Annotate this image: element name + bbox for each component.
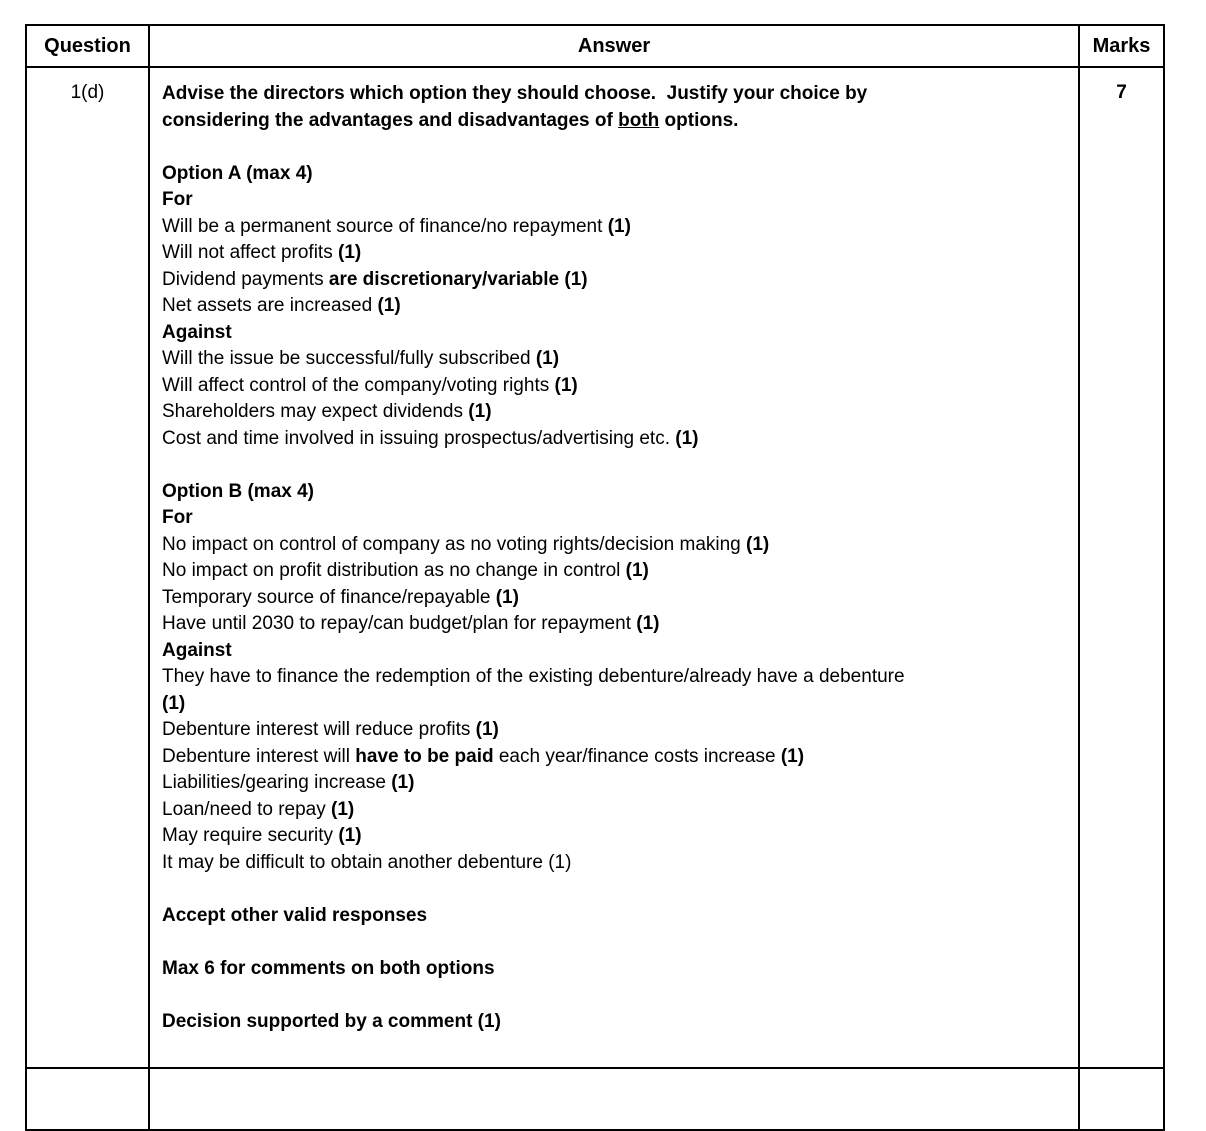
answer-line xyxy=(162,638,1066,665)
answer-text-segment: (1) xyxy=(780,745,805,767)
answer-line xyxy=(162,956,1066,983)
answer-text-segment: each year/finance costs increase xyxy=(493,745,781,767)
answer-text-segment: considering the advantages and disadvantages of xyxy=(162,109,619,131)
answer-text-segment: Will be a permanent source of finance/no repayment xyxy=(162,215,608,237)
answer-line xyxy=(162,558,1066,585)
answer-text-segment: Debenture interest will reduce profits xyxy=(162,719,476,740)
answer-text-segment: (1) xyxy=(746,533,770,555)
answer-line xyxy=(162,240,1066,267)
mark-scheme-table xyxy=(25,24,1165,1131)
answer-line xyxy=(162,426,1066,453)
answer-line xyxy=(162,108,1066,135)
answer-line xyxy=(162,399,1066,426)
answer-line xyxy=(162,187,1066,214)
answer-text-segment: Will affect control of the company/voting rights xyxy=(162,374,555,396)
answer-line xyxy=(162,81,1066,108)
answer-line xyxy=(162,717,1066,744)
marks-cell xyxy=(1079,67,1164,1068)
answer-blank-line xyxy=(162,134,1066,161)
answer-text-segment: (1) xyxy=(162,692,186,714)
answer-text-segment: Have until 2030 to repay/can budget/plan for repayment xyxy=(162,613,637,634)
answer-text-segment: (1) xyxy=(377,295,401,316)
answer-line xyxy=(162,320,1066,347)
answer-text-segment: (1) xyxy=(607,215,631,237)
answer-line xyxy=(162,293,1066,320)
answer-text-segment: options. xyxy=(659,109,739,131)
answer-blank-line xyxy=(162,982,1066,1009)
answer-text-segment: (1) xyxy=(338,825,362,846)
answer-line xyxy=(162,161,1066,188)
answer-text-segment: (1) xyxy=(468,401,492,422)
answer-text-segment: They have to finance the redemption of the existing debenture/already have a debenture xyxy=(162,666,905,687)
answer-text-segment: No impact on control of company as no voting rights/decision making xyxy=(162,533,747,555)
answer-line xyxy=(162,903,1066,930)
answer-text-segment: (1) xyxy=(338,242,362,263)
answer-text-segment: Will the issue be successful/fully subscribed xyxy=(162,348,536,369)
answer-text-segment: May require security xyxy=(162,825,339,846)
answer-text-segment: Temporary source of finance/repayable xyxy=(162,586,496,608)
answer-text-segment: Accept other valid responses xyxy=(162,904,428,926)
answer-line xyxy=(162,691,1066,718)
answer-blank-line xyxy=(162,452,1066,479)
answer-cell xyxy=(149,67,1079,1068)
answer-text-segment: both xyxy=(618,109,660,131)
question-number: 1(d) xyxy=(70,82,105,103)
next-answer-cell xyxy=(149,1068,1079,1130)
answer-text-segment: Cost and time involved in issuing prospectus/advertising etc. xyxy=(162,427,676,449)
answer-line xyxy=(162,744,1066,771)
answer-text-segment: (1) xyxy=(495,586,519,608)
answer-text-segment: It may be difficult to obtain another debenture (1) xyxy=(162,851,572,873)
question-number-cell xyxy=(26,67,149,1068)
answer-line xyxy=(162,850,1066,877)
header-question: Question xyxy=(26,25,149,67)
answer-line xyxy=(162,585,1066,612)
answer-text-segment: have to be paid xyxy=(355,745,494,767)
next-row-partial xyxy=(26,1068,1164,1130)
answer-content xyxy=(162,81,1066,1035)
answer-text-segment: Advise the directors which option they should choose. Justify your choice by xyxy=(162,83,868,104)
answer-line xyxy=(162,479,1066,506)
answer-text-segment: (1) xyxy=(636,613,660,634)
answer-text-segment: Debenture interest will xyxy=(162,745,356,767)
answer-text-segment: (1) xyxy=(625,560,649,581)
answer-text-segment: Liabilities/gearing increase xyxy=(162,772,392,793)
next-question-cell xyxy=(26,1068,149,1130)
marks-value: 7 xyxy=(1116,82,1127,103)
answer-line xyxy=(162,770,1066,797)
answer-blank-line xyxy=(162,929,1066,956)
answer-text-segment: For xyxy=(162,189,193,210)
answer-text-segment: Decision supported by a comment (1) xyxy=(162,1010,501,1032)
answer-text-segment: Option A (max 4) xyxy=(162,162,313,184)
answer-line xyxy=(162,267,1066,294)
answer-text-segment: (1) xyxy=(535,348,560,369)
answer-text-segment: Dividend payments xyxy=(162,268,329,290)
header-marks: Marks xyxy=(1079,25,1164,67)
answer-text-segment: Against xyxy=(162,321,232,343)
header-answer: Answer xyxy=(149,25,1079,67)
next-marks-cell xyxy=(1079,1068,1164,1130)
answer-line xyxy=(162,505,1066,532)
answer-line xyxy=(162,532,1066,559)
answer-line xyxy=(162,1009,1066,1036)
answer-text-segment: (1) xyxy=(675,427,699,449)
answer-text-segment: (1) xyxy=(554,374,578,396)
answer-line xyxy=(162,346,1066,373)
answer-text-segment: Net assets are increased xyxy=(162,295,378,316)
answer-text-segment: (1) xyxy=(391,772,415,793)
answer-line xyxy=(162,373,1066,400)
answer-text-segment: (1) xyxy=(475,719,499,740)
answer-line xyxy=(162,797,1066,824)
answer-text-segment: Option B (max 4) xyxy=(162,480,315,502)
answer-row xyxy=(26,67,1164,1068)
answer-line xyxy=(162,823,1066,850)
answer-text-segment: Loan/need to repay xyxy=(162,798,332,820)
answer-text-segment: (1) xyxy=(331,798,355,820)
answer-line xyxy=(162,214,1066,241)
answer-text-segment: Against xyxy=(162,639,232,661)
answer-text-segment: No impact on profit distribution as no change in control xyxy=(162,560,626,581)
answer-line xyxy=(162,611,1066,638)
answer-line xyxy=(162,664,1066,691)
answer-text-segment: Max 6 for comments on both options xyxy=(162,957,495,979)
answer-text-segment: For xyxy=(162,507,193,528)
answer-text-segment: are discretionary/variable (1) xyxy=(328,268,588,290)
answer-text-segment: Will not affect profits xyxy=(162,242,338,263)
answer-blank-line xyxy=(162,876,1066,903)
answer-text-segment: Shareholders may expect dividends xyxy=(162,401,469,422)
header-row xyxy=(26,25,1164,67)
